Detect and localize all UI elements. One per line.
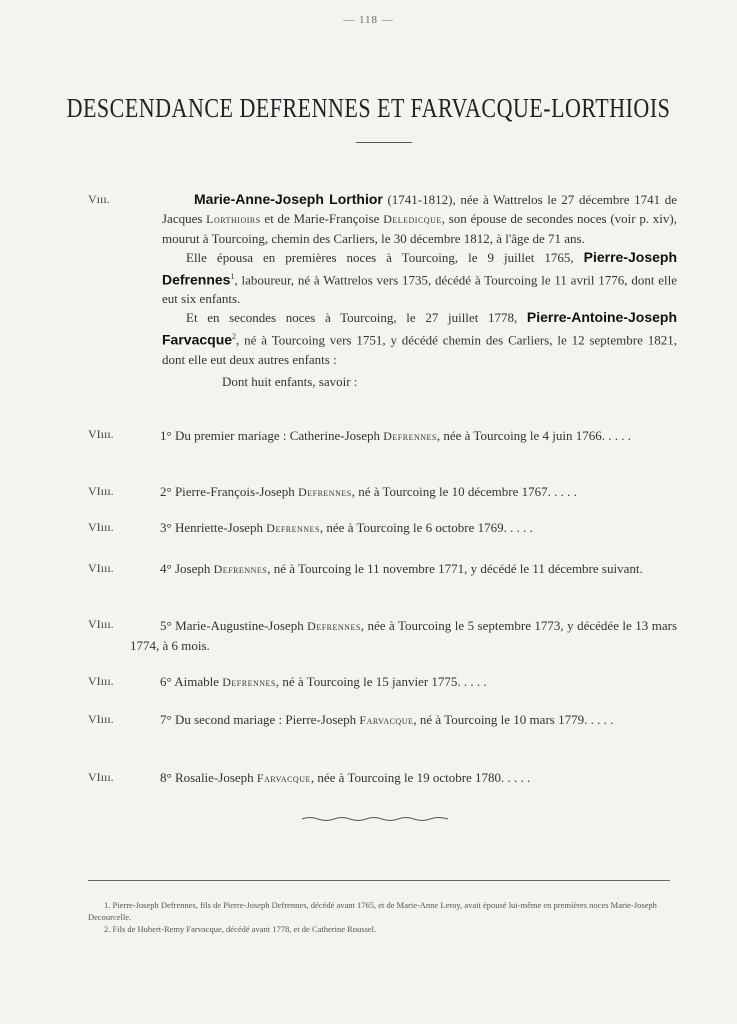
child-generation: VIııı. [88,520,114,534]
child-entry: 7° Du second mariage : Pierre-Joseph Farvacque, né à Tourcoing le 10 mars 1779. . . . . [160,712,614,727]
child-generation: VIııı. [88,674,114,688]
main-generation: Vııı. [88,192,110,206]
footnote-ref-2: 2 [232,332,237,342]
main-person-name: Marie-Anne-Joseph Lorthior [194,191,383,207]
title-rule [356,142,412,143]
footnote-ref-1: 1 [230,272,235,281]
main-paragraph-2: Elle épousa en premières noces à Tourcoing, le 9 juillet 1765, Pierre-Joseph Defrennes$^1$, laboureur, né à Wattrelos vers 1735, décédé à Tourcoing le 11 avril 1776, dont elle eut six enfants. [162,249,677,307]
child-entry: 4° Joseph Defrennes, né à Tourcoing le 11 novembre 1771, y décédé le 11 décembre suivant. [160,561,643,576]
child-entry: 8° Rosalie-Joseph Farvacque, née à Tourcoing le 19 octobre 1780. . . . . [160,770,531,785]
main-entry [162,190,677,391]
child-generation: VIııı. [88,712,114,726]
child-generation: VIııı. [88,770,114,784]
child-entry: 6° Aimable Defrennes, né à Tourcoing le 15 janvier 1775. . . . . [160,674,487,689]
page-title: DESCENDANCE DEFRENNES ET FARVACQUE-LORTHIOIS [66,92,671,124]
footnote-2: 2. Fils de Hubert-Remy Farvacque, décédé avant 1778, et de Catherine Roussel. [104,924,377,934]
child-entry: 5° Marie-Augustine-Joseph Defrennes, née à Tourcoing le 5 septembre 1773, y décédée le 13 mars 1774, à 6 mois. [130,618,678,653]
ornament-divider [300,816,450,822]
page-number: — 118 — [343,14,394,26]
spouse1-name: Pierre-Joseph Defrennes [162,249,677,288]
child-entry: 2° Pierre-François-Joseph Defrennes, né à Tourcoing le 10 décembre 1767. . . . . [160,484,577,499]
main-paragraph-4: Dont huit enfants, savoir : [222,373,358,389]
spouse2-name: Pierre-Antoine-Joseph Farvacque [162,309,677,348]
footnote-1: 1. Pierre-Joseph Defrennes, fils de Pierre-Joseph Defrennes, décédé avant 1765, et de Marie-Anne Leroy, avait épousé lui-même en premières noces Marie-Joseph Decourcelle. [88,900,657,922]
footnotes [88,899,670,935]
child-entry: 1° Du premier mariage : Catherine-Joseph Defrennes, née à Tourcoing le 4 juin 1766. . . . . [160,428,632,443]
child-entry: 3° Henriette-Joseph Defrennes, née à Tourcoing le 6 octobre 1769. . . . . [160,520,533,535]
child-generation: VIııı. [88,484,114,498]
main-paragraph-1: Marie-Anne-Joseph Lorthior (1741-1812), née à Wattrelos le 27 décembre 1741 de Jacques Lorthioirs et de Marie-Françoise Deledicque, son épouse de secondes noces (voir p. xiv), mourut à Tourcoing, chemin des Carliers, le 30 décembre 1812, à l'âge de 71 ans. [162,191,677,246]
child-generation: VIııı. [88,427,114,441]
main-paragraph-3: Et en secondes noces à Tourcoing, le 27 juillet 1778, Pierre-Antoine-Joseph Farvacque$^2$, né à Tourcoing vers 1751, y décédé chemin des Carliers, le 12 septembre 1821, dont elle eut deux autres enfants : [162,309,677,367]
footnote-rule [88,880,670,881]
child-generation: VIııı. [88,561,114,575]
child-generation: VIııı. [88,617,114,631]
